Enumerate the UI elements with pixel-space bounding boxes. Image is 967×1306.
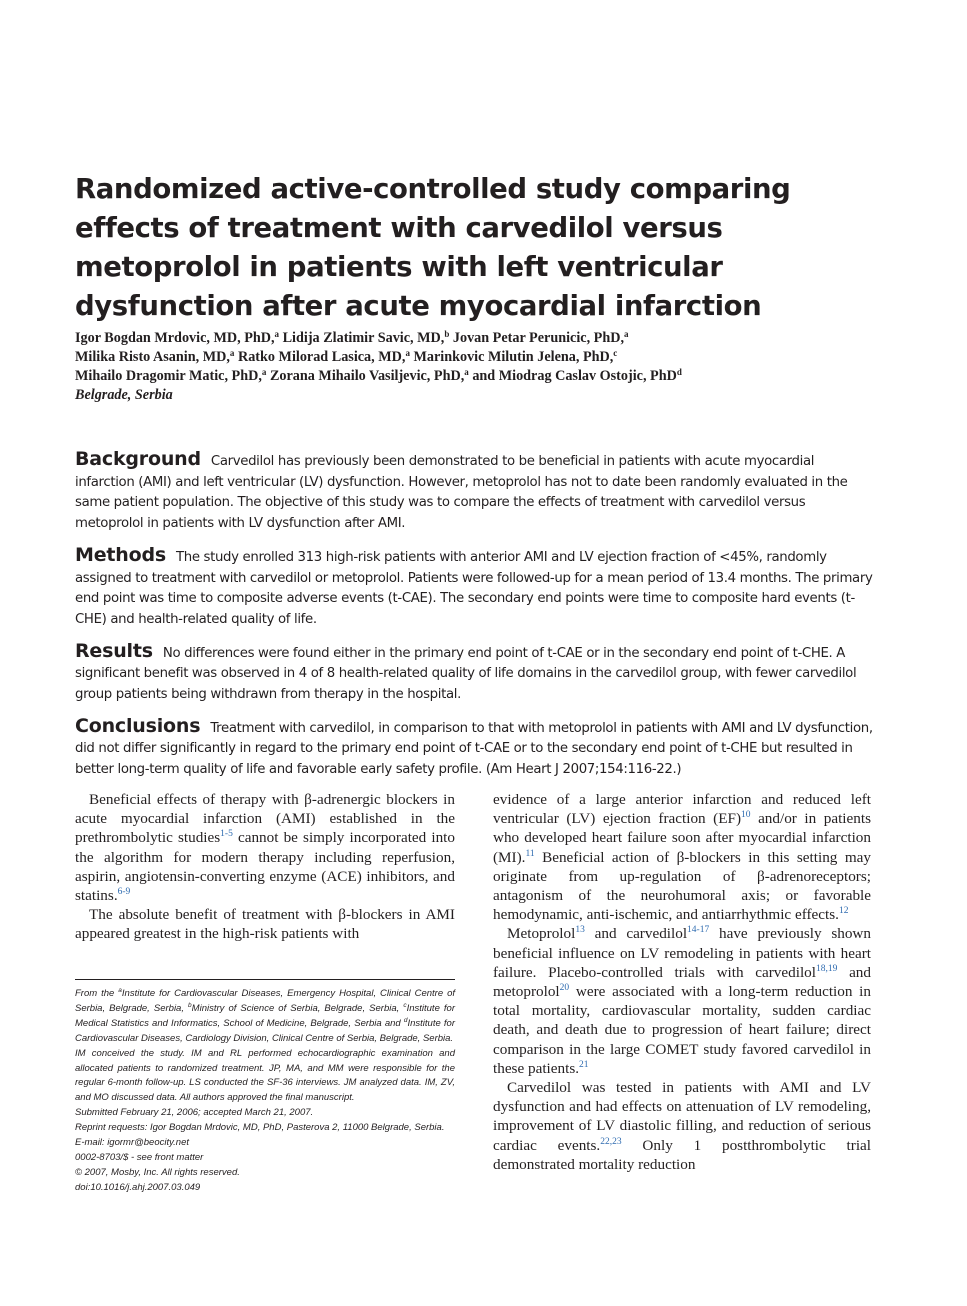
citation-link[interactable]: 18,19 (816, 963, 838, 974)
footnote-text: Institute for Medical Statistics and Informatics, School of Medicine, Belgrade, Serbia and (75, 1002, 455, 1029)
affiliation-marker: a (118, 987, 122, 994)
author-name: and Miodrag Caslav Ostojic, PhD (472, 368, 677, 384)
footnotes (75, 987, 455, 1196)
author-affiliation-marker: a (261, 367, 267, 377)
author-affiliation-marker: a (229, 348, 235, 358)
footnote-affiliations (75, 987, 455, 1047)
body-paragraph (493, 790, 871, 924)
citation-link[interactable]: 10 (741, 810, 751, 821)
body-text: and metoprolol (493, 963, 871, 1001)
footnote-reprints: Reprint requests: Igor Bogdan Mrdovic, MD, PhD, Pasterova 2, 11000 Belgrade, Serbia. (75, 1122, 445, 1134)
citation-link[interactable]: 1-5 (220, 829, 233, 840)
body-column-right (493, 790, 871, 1174)
citation-link[interactable]: 6-9 (117, 887, 131, 898)
abstract-heading: Background (75, 448, 201, 470)
body-text: and carvedilol (584, 925, 688, 943)
abstract-methods (75, 545, 875, 631)
author-name: Marinkovic Milutin Jelena, PhD, (413, 349, 614, 365)
footnote-text: Ministry of Science of Serbia, Belgrade, Serbia, (191, 1002, 404, 1014)
abstract-text: The study enrolled 313 high-risk patients with anterior AMI and LV ejection fraction of <45%, randomly assigned to treatment with carvedilol or metoprolol. Patients were followed-up for a mean period of 13.4 months. The primary end point was time to composite adverse events (t-CAE). The secondary end points were time to composite hard events (t-CHE) and health-related quality of life. (75, 549, 873, 627)
citation-link[interactable]: 11 (525, 848, 535, 859)
abstract-text: Carvedilol has previously been demonstrated to be beneficial in patients with acute myocardial infarction (AMI) and left ventricular (LV) dysfunction. However, metoprolol has not to date been randomly evaluated in the same patient population. The objective of this study was to compare the effects of treatment with carvedilol versus metoprolol in patients with LV dysfunction after AMI. (75, 454, 848, 532)
author-list (75, 329, 895, 405)
body-column-left (75, 790, 455, 944)
body-paragraph (75, 790, 455, 905)
footnote-copyright: © 2007, Mosby, Inc. All rights reserved. (75, 1166, 240, 1178)
abstract-conclusions (75, 716, 875, 781)
citation-link[interactable]: 14-17 (687, 925, 710, 936)
abstract-background (75, 449, 875, 535)
abstract-heading: Conclusions (75, 714, 201, 737)
footnote-text: Institute for Cardiovascular Diseases, Emergency Hospital, Clinical Centre of Serbia, Belgrade, Serbia, (75, 988, 455, 1014)
body-text: Metoprolol (507, 925, 576, 943)
body-text: were associated with a long-term reduction in total mortality, cardiovascular mortality, sudden cardiac death, and death due to progression of heart failure; direct comparison in the large COMET study favored carvedilol in these patients. (493, 983, 871, 1077)
footnote-contributions: IM conceived the study. IM and RL performed echocardiographic examination and allocated patients to randomized treatment. JP, MA, and MM were responsible for the regular 6-month follow-up. LS conducted the SF-36 interviews. JM analyzed data. IM, ZV, and MO discussed data. All authors approved the final manuscript. (75, 1047, 455, 1104)
footnote-doi[interactable]: doi:10.1016/j.ahj.2007.03.049 (75, 1181, 201, 1193)
author-name: Mihailo Dragomir Matic, PhD, (75, 368, 262, 384)
citation-link[interactable]: 21 (579, 1059, 589, 1070)
body-paragraph (493, 924, 871, 1078)
author-affiliation-marker: c (613, 348, 618, 358)
citation-link[interactable]: 12 (838, 906, 849, 917)
abstract-text: Treatment with carvedilol, in comparison to that with metoprolol in patients with AMI and LV dysfunction, did not differ significantly in regard to the primary end point of t-CAE or to the secondary end point of t-CHE but resulted in better long-term quality of life and favorable early safety profile. (Am Heart J 2007;154:116-22.) (75, 720, 873, 778)
abstract-text: No differences were found either in the primary end point of t-CAE or in the secondary end point of t-CHE. A significant benefit was observed in 4 of 8 health-related quality of life domains in the carvedilol group, with fewer carvedilol group patients being withdrawn from therapy in the hospital. (75, 645, 857, 703)
body-text: Beneficial action of β-blockers in this setting may originate from up-regulation of β-adrenoreceptors; antagonism of the neurohumoral axis; or favorable hemodynamic, anti-ischemic, and antiarrhythmic effects. (493, 848, 871, 924)
article-title: Randomized active-controlled study comparing effects of treatment with carvedilol versus metoprolol in patients with left ventricular dysfunction after acute myocardial infarction (75, 173, 791, 322)
author-location: Belgrade, Serbia (75, 387, 173, 403)
author-affiliation-marker: d (676, 367, 682, 377)
body-paragraph: The absolute benefit of treatment with β-blockers in AMI appeared greatest in the high-risk patients with (75, 906, 455, 943)
author-name: Milika Risto Asanin, MD, (75, 349, 230, 365)
citation-link[interactable]: 13 (575, 925, 585, 936)
author-affiliation-marker: a (624, 329, 629, 339)
body-text: have previously shown beneficial influence on LV remodeling in patients with heart failure. Placebo-controlled trials with carvedilol (493, 925, 871, 981)
author-name: Zorana Mihailo Vasiljevic, PhD, (269, 368, 465, 384)
body-paragraph (493, 1078, 871, 1174)
footnote-divider (75, 979, 455, 980)
citation-link[interactable]: 22,23 (600, 1136, 622, 1147)
footnote-text: From the (75, 988, 119, 999)
author-affiliation-marker: a (274, 329, 280, 339)
author-name: Ratko Milorad Lasica, MD, (237, 349, 406, 365)
footnote-email[interactable]: E-mail: igormr@beocity.net (75, 1137, 189, 1149)
author-affiliation-marker: b (444, 329, 450, 339)
affiliation-marker: d (403, 1016, 408, 1024)
body-text: cannot be simply incorporated into the algorithm for modern therapy including reperfusion, aspirin, angiotensin-converting enzyme (ACE) inhibitors, and statins. (75, 829, 455, 905)
body-text: Only 1 postthrombolytic trial demonstrated mortality reduction (493, 1136, 871, 1173)
author-affiliation-marker: a (464, 367, 469, 377)
body-text: Beneficial effects of therapy with β-adrenergic blockers in acute myocardial infarction (AMI) established in the prethrombolytic studies (75, 791, 455, 847)
affiliation-marker: b (188, 1001, 192, 1009)
body-text: Carvedilol was tested in patients with AMI and LV dysfunction and had effects on attenuation of LV remodeling, improvement of LV diastolic filling, and reduction of serious cardiac events. (493, 1079, 871, 1154)
abstract-heading: Methods (75, 543, 166, 566)
author-name: Igor Bogdan Mrdovic, MD, PhD, (75, 330, 275, 346)
author-name: Jovan Petar Perunicic, PhD, (452, 330, 625, 346)
footnote-issn: 0002-8703/$ - see front matter (75, 1151, 204, 1163)
citation-link[interactable]: 20 (559, 983, 570, 994)
body-text: and/or in patients who developed heart failure soon after myocardial infarction (MI). (493, 810, 871, 866)
body-text: evidence of a large anterior infarction and reduced left ventricular (LV) ejection fraction (EF) (493, 791, 871, 828)
footnote-text: Institute for Cardiovascular Diseases, Cardiology Division, Clinical Centre of Serbia, Belgrade, Serbia. (75, 1017, 455, 1044)
footnote-submitted: Submitted February 21, 2006; accepted March 21, 2007. (75, 1107, 314, 1119)
abstract (75, 449, 875, 791)
abstract-results (75, 641, 875, 706)
abstract-heading: Results (75, 639, 153, 662)
author-affiliation-marker: a (405, 348, 410, 358)
author-name: Lidija Zlatimir Savic, MD, (282, 330, 445, 346)
affiliation-marker: c (403, 1001, 407, 1009)
